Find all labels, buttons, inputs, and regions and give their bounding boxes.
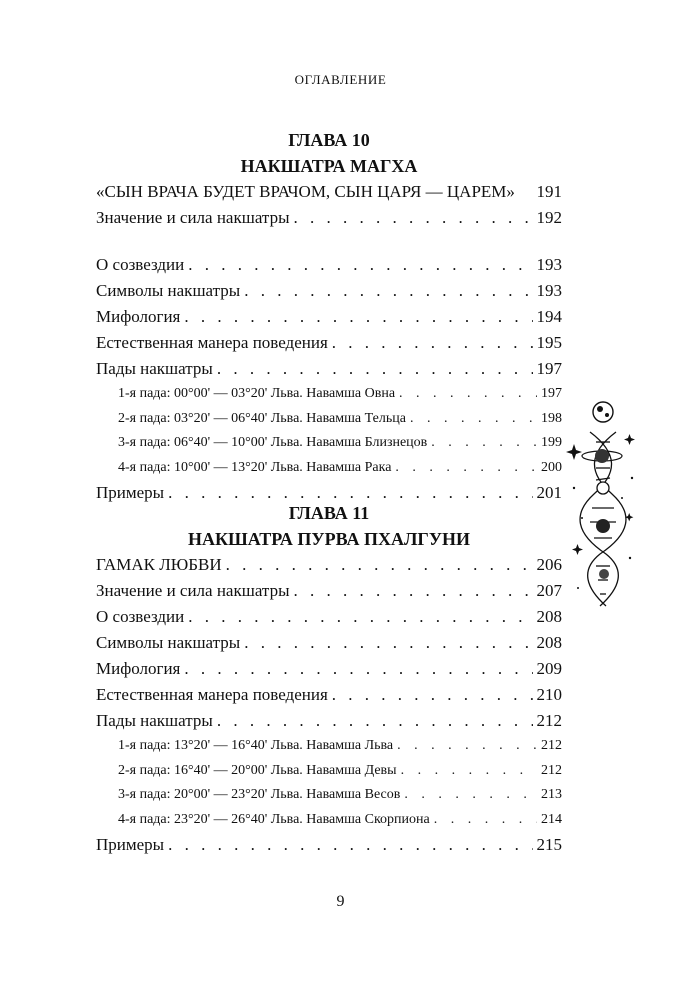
toc-subentry[interactable] <box>96 759 562 784</box>
toc-entry-label: Пады накшатры <box>96 359 213 378</box>
toc-entry-label: Мифология <box>96 659 181 678</box>
toc-entry-page: 212 <box>541 762 562 778</box>
dot-leader <box>410 407 537 432</box>
toc-entry-page: 191 <box>536 182 562 201</box>
toc-entry-label: ГАМАК ЛЮБВИ <box>96 555 222 574</box>
toc-entry[interactable] <box>96 604 562 630</box>
toc-entry-page: 212 <box>541 738 562 753</box>
chapter-11 <box>96 500 562 858</box>
toc-entry-label: «СЫН ВРАЧА БУДЕТ ВРАЧОМ, СЫН ЦАРЯ — ЦАРЕМ» <box>96 182 515 201</box>
toc-entry-label: 3-я пада: 20°00' — 23°20' Льва. Навамша Весов <box>118 787 401 802</box>
toc-entry-page: 193 <box>536 255 562 274</box>
dot-leader <box>244 278 532 304</box>
dot-leader <box>184 656 532 682</box>
toc-entry[interactable] <box>96 304 562 330</box>
dot-leader <box>168 832 532 858</box>
toc-entry-page: 208 <box>536 633 562 652</box>
dot-leader <box>294 578 533 604</box>
dot-leader <box>294 205 533 231</box>
toc-entry[interactable] <box>96 578 562 604</box>
toc-subentry[interactable] <box>96 783 562 808</box>
dot-leader <box>397 734 537 759</box>
running-header: ОГЛАВЛЕНИЕ <box>294 72 387 87</box>
dot-leader <box>188 252 532 278</box>
toc-entry-label: 4-я пада: 10°00' — 13°20' Льва. Навамша Рака <box>118 459 392 475</box>
toc-subentry[interactable] <box>96 456 562 481</box>
dot-leader <box>401 759 537 784</box>
dna-planets-icon <box>566 398 640 610</box>
toc-entry[interactable] <box>96 630 562 656</box>
toc-entry-label: Символы накшатры <box>96 633 241 652</box>
toc-subentry[interactable] <box>96 808 562 833</box>
toc-entry-page: 215 <box>536 835 562 854</box>
dot-leader <box>332 330 533 356</box>
dot-leader <box>184 304 532 330</box>
chapter-number: ГЛАВА 10 <box>288 130 370 150</box>
toc-entry-page: 209 <box>536 659 562 678</box>
dot-leader <box>226 552 533 578</box>
toc-entry-label: Пады накшатры <box>96 711 213 730</box>
toc-entry[interactable] <box>96 278 562 304</box>
toc-entry-label: 4-я пада: 23°20' — 26°40' Льва. Навамша Скорпиона <box>118 811 430 827</box>
toc-entry-label: 2-я пада: 03°20' — 06°40' Льва. Навамша Тельца <box>118 410 406 426</box>
toc-entry-page: 206 <box>536 555 562 574</box>
toc-entry-page: 194 <box>536 307 562 326</box>
dot-leader <box>332 682 533 708</box>
toc-entry-label: 1-я пада: 00°00' — 03°20' Льва. Навамша Овна <box>118 386 396 401</box>
toc-entry[interactable] <box>96 656 562 682</box>
toc-entry-page: 197 <box>536 359 562 378</box>
toc-entry-label: Примеры <box>96 835 165 854</box>
toc-entry-label: Значение и сила накшатры <box>96 208 290 227</box>
toc-entry-page: 192 <box>536 208 562 227</box>
dot-leader <box>244 630 532 656</box>
toc-entry-page: 212 <box>536 711 562 730</box>
toc-subentry[interactable] <box>96 431 562 456</box>
toc-entry-label: О созвездии <box>96 607 185 626</box>
dot-leader <box>217 708 533 734</box>
chapter-number: ГЛАВА 11 <box>288 503 370 523</box>
chapter-10 <box>96 127 562 506</box>
toc-entry-label: Символы накшатры <box>96 281 241 300</box>
toc-entry-page: 197 <box>541 386 562 401</box>
toc-entry[interactable] <box>96 205 562 231</box>
toc-entry[interactable] <box>96 330 562 356</box>
toc-entry-page: 210 <box>536 685 562 704</box>
toc-entry-label: Естественная манера поведения <box>96 333 328 352</box>
toc-entry-label: Примеры <box>96 483 165 502</box>
toc-entry-page: 208 <box>536 607 562 626</box>
dot-leader <box>434 808 537 833</box>
toc-entry[interactable] <box>96 356 562 382</box>
toc-entry-page: 207 <box>536 581 562 600</box>
spacer <box>96 231 562 252</box>
toc-subentry[interactable] <box>96 382 562 407</box>
dot-leader <box>431 431 537 456</box>
dot-leader <box>188 604 532 630</box>
toc-entry-page: 213 <box>541 787 562 802</box>
toc-entry-page: 198 <box>541 410 562 426</box>
dot-leader <box>395 456 537 481</box>
toc-entry-page: 199 <box>541 435 562 450</box>
toc-entry-page: 195 <box>536 333 562 352</box>
toc-entry-label: О созвездии <box>96 255 185 274</box>
toc-entry-label: Значение и сила накшатры <box>96 581 290 600</box>
toc-entry-page: 214 <box>541 811 562 827</box>
dot-leader <box>217 356 533 382</box>
toc-entry-page: 200 <box>541 459 562 475</box>
chapter-title: НАКШАТРА ПУРВА ПХАЛГУНИ <box>187 529 471 549</box>
page-number: 9 <box>336 893 345 910</box>
dot-leader <box>404 783 537 808</box>
chapter-title: НАКШАТРА МАГХА <box>240 156 418 176</box>
toc-subentry[interactable] <box>96 407 562 432</box>
toc-entry-label: Естественная манера поведения <box>96 685 328 704</box>
toc-subentry[interactable] <box>96 734 562 759</box>
toc-entry-label: Мифология <box>96 307 181 326</box>
toc-entry-page: 201 <box>536 483 562 502</box>
toc-entry-page: 193 <box>536 281 562 300</box>
toc-entry-label: 1-я пада: 13°20' — 16°40' Льва. Навамша Льва <box>118 738 394 753</box>
dot-leader <box>399 382 537 407</box>
toc-entry[interactable] <box>96 832 562 858</box>
toc-entry-label: 3-я пада: 06°40' — 10°00' Льва. Навамша Близнецов <box>118 435 428 450</box>
toc-entry[interactable] <box>96 682 562 708</box>
toc-entry[interactable] <box>96 708 562 734</box>
toc-entry[interactable] <box>96 179 562 205</box>
toc-entry[interactable] <box>96 552 562 578</box>
toc-entry-label: 2-я пада: 16°40' — 20°00' Льва. Навамша Девы <box>118 762 397 778</box>
toc-entry[interactable] <box>96 252 562 278</box>
